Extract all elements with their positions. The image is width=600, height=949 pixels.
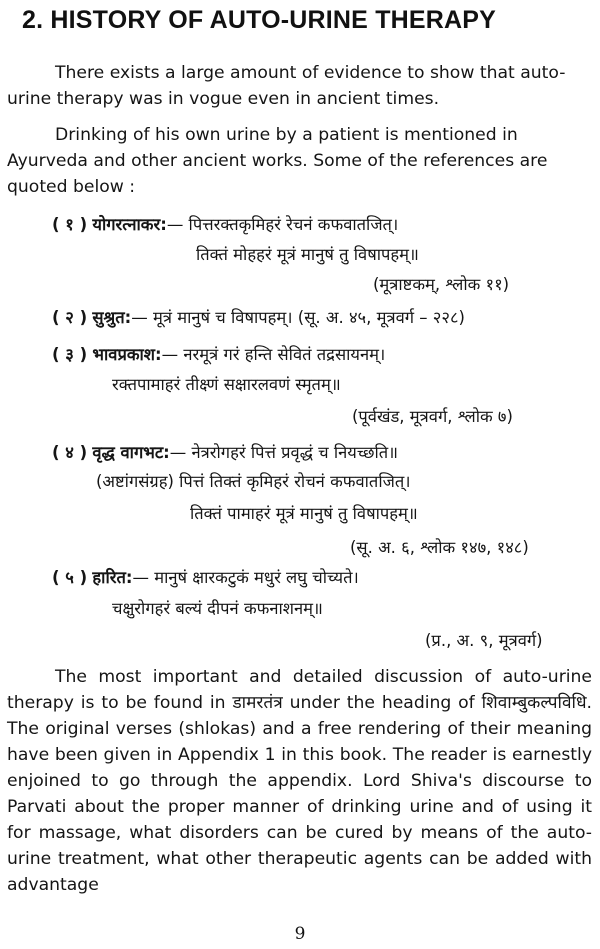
reference-source: वृद्ध वागभट: bbox=[92, 443, 170, 462]
verse-line: (अष्टांगसंग्रह) पित्तं तिक्तं कृमिहरं रोचनं कफवातजित्। bbox=[96, 472, 411, 491]
verse-line: — मानुषं क्षारकटुकं मधुरं लघु चोच्यते। bbox=[132, 568, 359, 587]
verse-line: रक्तपामाहरं तीक्ष्णं सक्षारलवणं स्मृतम्॥ bbox=[112, 375, 341, 394]
verse-line: चक्षुरोगहरं बल्यं दीपनं कफनाशनम्॥ bbox=[112, 599, 323, 618]
discussion-text: The original verses (shlokas) and a free rendering of their meaning have been given in Appendix 1 in this book. The reader is earnestly enjoined to go through the appendix. Lord Shiva's discourse to Parvati about the proper manner of drinking urine and of using it for massage, what disorders can be cured by means of the auto-urine treatment, what other therapeutic agents can be added with advantage bbox=[7, 719, 592, 895]
chapter-title: 2. HISTORY OF AUTO-URINE THERAPY bbox=[22, 6, 497, 34]
reference-1-first-line bbox=[52, 212, 398, 235]
discussion-text: under the heading of bbox=[289, 693, 475, 713]
reference-3-first-line bbox=[52, 342, 385, 365]
reference-number: ( ४ ) bbox=[52, 443, 88, 462]
reference-5-first-line bbox=[52, 565, 359, 588]
intro-paragraph-2: Drinking of his own urine by a patient is mentioned in Ayurveda and other ancient works. Some of the references are quoted below : bbox=[7, 125, 548, 197]
intro-paragraph-1: There exists a large amount of evidence to show that auto-urine therapy was in vogue even in ancient times. bbox=[7, 63, 566, 109]
verse-line: — पित्तरक्तकृमिहरं रेचनं कफवातजित्। bbox=[166, 215, 399, 234]
reference-number: ( ३ ) bbox=[52, 345, 88, 364]
reference-citation: (मूत्राष्टकम्, श्लोक ११) bbox=[373, 275, 510, 294]
page-number: 9 bbox=[294, 924, 306, 944]
reference-citation: (प्र., अ. ९, मूत्रवर्ग) bbox=[425, 631, 543, 650]
discussion-paragraph bbox=[7, 664, 592, 898]
discussion-text: The most important and detailed discussion of auto-urine therapy is to be found in bbox=[7, 667, 592, 713]
sanskrit-term-damaratantra: डामरतंत्र bbox=[232, 693, 283, 713]
reference-source: सुश्रुत: bbox=[92, 308, 132, 327]
sanskrit-term-shivambukalpavidhi: शिवाम्बुकल्पविधि. bbox=[481, 693, 592, 713]
verse-line: तिक्तं मोहहरं मूत्रं मानुषं तु विषापहम्॥ bbox=[196, 245, 419, 264]
verse-line: — मूत्रं मानुषं च विषापहम्। bbox=[131, 308, 293, 327]
reference-source: भावप्रकाश: bbox=[92, 345, 162, 364]
reference-number: ( ५ ) bbox=[52, 568, 88, 587]
reference-number: ( २ ) bbox=[52, 308, 88, 327]
reference-source: योगरत्नाकर: bbox=[92, 215, 167, 234]
reference-number: ( १ ) bbox=[52, 215, 88, 234]
verse-line: — नरमूत्रं गरं हन्ति सेवितं तद्रसायनम्। bbox=[161, 345, 386, 364]
reference-citation: (पूर्वखंड, मूत्रवर्ग, श्लोक ७) bbox=[352, 407, 513, 426]
reference-2-line bbox=[52, 305, 465, 328]
reference-4-first-line bbox=[52, 440, 398, 463]
verse-line: तिक्तं पामाहरं मूत्रं मानुषं तु विषापहम्॥ bbox=[190, 504, 418, 523]
verse-line: — नेत्ररोगहरं पित्तं प्रवृद्धं च नियच्छति॥ bbox=[169, 443, 399, 462]
reference-source: हारित: bbox=[92, 568, 133, 587]
reference-citation: (सू. अ. ६, श्लोक १४७, १४८) bbox=[350, 538, 529, 557]
reference-citation: (सू. अ. ४५, मूत्रवर्ग – २२८) bbox=[297, 308, 465, 327]
